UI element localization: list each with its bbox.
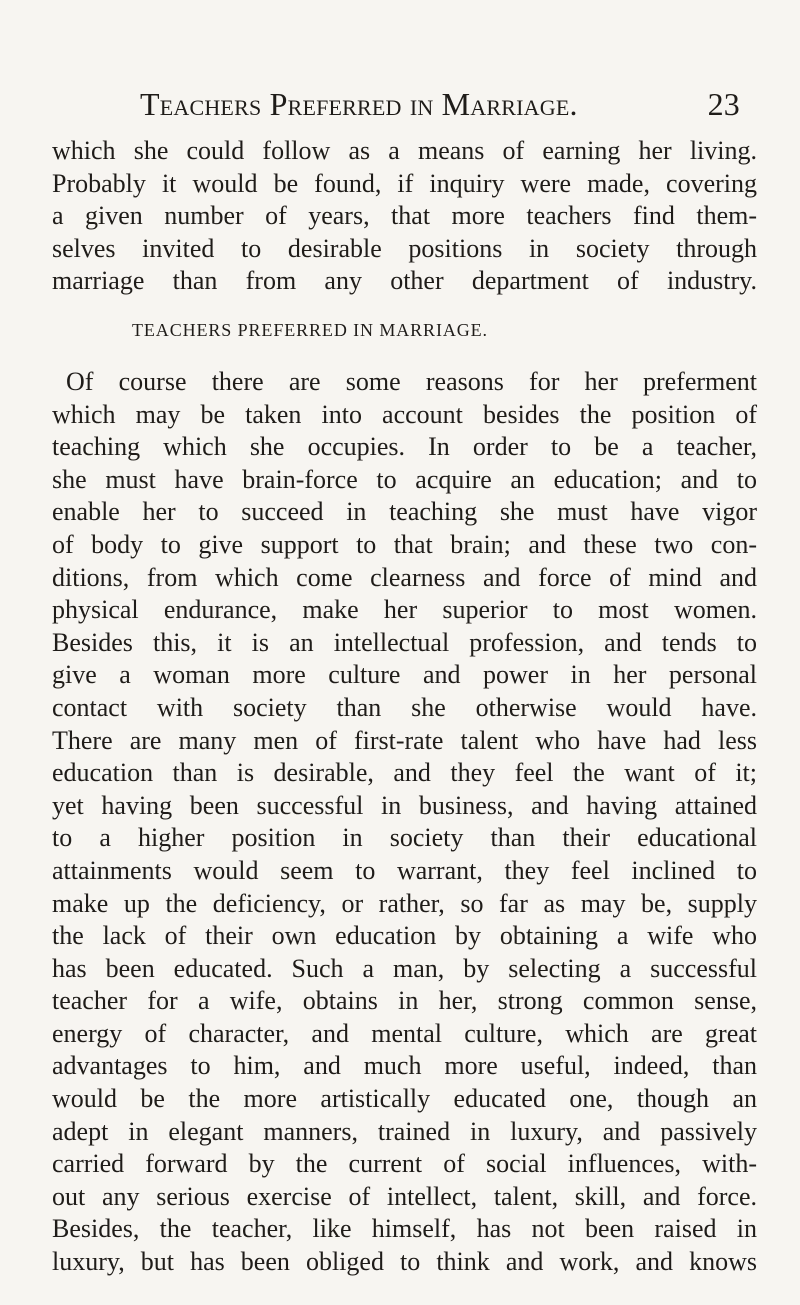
text-line: which may be taken into account besides the position of (52, 399, 757, 429)
text-line: carried forward by the current of social influences, with- (52, 1149, 757, 1179)
text-line: make up the deficiency, or rather, so far as may be, supply (52, 888, 757, 918)
text-line: energy of character, and mental culture, which are great (52, 1018, 757, 1048)
text-line: the lack of their own education by obtaining a wife who (52, 921, 757, 951)
text-line: Probably it would be found, if inquiry were made, covering (52, 168, 757, 198)
text-line: teacher for a wife, obtains in her, strong common sense, (52, 986, 757, 1016)
text-line: education than is desirable, and they feel the want of it; (52, 758, 757, 788)
text-line: has been educated. Such a man, by selecting a successful (52, 953, 757, 983)
text-line: Of course there are some reasons for her preferment (66, 367, 757, 396)
text-line: There are many men of first-rate talent who have had less (52, 725, 757, 755)
text-line: ditions, from which come clearness and force of mind and (52, 562, 757, 592)
text-line: marriage than from any other department of industry. (52, 266, 757, 296)
text-line: out any serious exercise of intellect, talent, skill, and force. (52, 1181, 757, 1211)
text-line: advantages to him, and much more useful, indeed, than (52, 1051, 757, 1081)
text-line: teaching which she occupies. In order to be a teacher, (52, 432, 757, 462)
text-line: contact with society than she otherwise would have. (52, 692, 757, 722)
text-line: enable her to succeed in teaching she must have vigor (52, 497, 757, 527)
text-line: Besides this, it is an intellectual profession, and tends to (52, 627, 757, 657)
paragraph-1 (52, 135, 757, 298)
text-line: luxury, but has been obliged to think and work, and knows (52, 1247, 757, 1277)
running-head (140, 84, 740, 124)
text-line: would be the more artistically educated one, though an (52, 1084, 757, 1114)
text-line: which she could follow as a means of earning her living. (52, 136, 757, 165)
text-line: attainments would seem to warrant, they feel inclined to (52, 855, 757, 885)
text-line: she must have brain-force to acquire an education; and to (52, 464, 757, 494)
paragraph-2 (52, 366, 757, 1279)
text-line: give a woman more culture and power in her personal (52, 660, 757, 690)
text-line: to a higher position in society than their educational (52, 823, 757, 853)
section-heading: TEACHERS PREFERRED IN MARRIAGE. (132, 320, 488, 340)
text-line: physical endurance, make her superior to most women. (52, 595, 757, 625)
text-line: yet having been successful in business, and having attained (52, 790, 757, 820)
text-line: selves invited to desirable positions in society through (52, 233, 757, 263)
text-line: a given number of years, that more teachers find them- (52, 201, 757, 231)
text-line: Besides, the teacher, like himself, has not been raised in (52, 1214, 757, 1244)
text-line: adept in elegant manners, trained in luxury, and passively (52, 1116, 757, 1146)
text-line: of body to give support to that brain; and these two con- (52, 529, 757, 559)
running-title: Teachers Preferred in Marriage. (140, 86, 578, 122)
page-number: 23 (707, 86, 740, 122)
